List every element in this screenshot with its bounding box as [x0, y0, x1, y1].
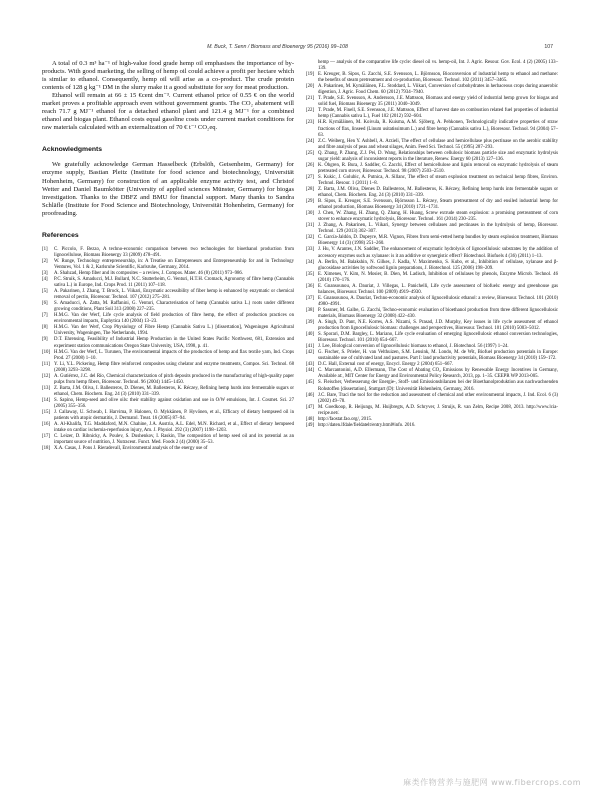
reference-number: [6]	[42, 301, 48, 307]
reference-number: [9]	[42, 337, 48, 343]
reference-number: [31]	[306, 223, 315, 229]
reference-item	[306, 308, 558, 320]
reference-item	[306, 199, 558, 211]
reference-number: [43]	[306, 362, 315, 368]
reference-text: A. Singh, D. Pant, N.E. Korres, A.S. Nizami, S. Prasad, J.D. Murphy, Key issues in life cycle assessment of ethanol production from lignocellulosic biomass: challenges and perspectives, Bioresour. Technol. 101 (2010) 5003–5012.	[318, 320, 558, 332]
reference-item	[306, 151, 558, 163]
reference-text: T. Prade, M. Finell, S.E. Svensson, J.E. Mattsson, Effect of harvest date on combustion related fuel properties of industrial hemp (Cannabis sativa L.), Fuel 102 (2012) 592–604.	[318, 108, 558, 120]
reference-item	[306, 423, 558, 429]
reference-number: [41]	[306, 344, 315, 350]
running-header	[42, 44, 553, 56]
reference-number: [21]	[306, 96, 315, 102]
reference-text: E. Gnansounou, A. Dauriat, J. Villegas, L. Panichelli, Life cycle assessment of biofuels: energy and greenhouse gas balances, Bioresour. Technol. 100 (2009) 4919–4930.	[318, 283, 558, 295]
reference-number: [28]	[306, 186, 315, 192]
reference-item	[306, 332, 558, 344]
reference-item	[306, 84, 558, 96]
reference-item	[306, 175, 558, 187]
reference-number: [36]	[306, 283, 315, 289]
reference-text: J. Callaway, U. Schwab, I. Harvima, P. Halonen, O. Mykkänen, P. Hyvönen, et al., Efficacy of dietary hempseed oil in patients with atopic dermatitis, J. Dermatol. Treat. 16 (2005) 87–94.	[54, 410, 294, 422]
reference-text: S. Kukic, J. Golubic, A. Putnica, A. Sillanc, The effect of steam explosion treatment on technical hemp fibres, Environ. Technol. Resour. 1 (2011) 1–8.	[318, 174, 558, 186]
reference-item	[306, 380, 558, 392]
reference-number: [35]	[306, 271, 315, 277]
reference-item	[306, 187, 558, 199]
reference-text: S. Amaducci, A. Zatta, M. Raffanini, G. Venturi, Characterisation of hemp (Cannabis sativa L.) roots under different growing conditions, Plant Soil 313 (2008) 227–235.	[54, 301, 294, 313]
reference-continuation-text: hemp — analysis of the comparative life cycle: diesel oil vs. hemp-oil, Int. J. Agric. Resour. Gov. Ecol. 4 (2) (2005) 133–139.	[318, 60, 558, 72]
conclusion-paragraph-2: Ethanol will remain at 66 ± 15 €cent dm⁻³. Current ethanol price of 0.55 € on the world market proves a profitable approach even without government grants. The CO₂ abatement will reach 71.7 g MJ⁻¹ ethanol for a detached ethanol plant and 121.4 g MJ⁻¹ for a combined ethanol and biogas plant. Ethanol costs equal gasoline costs under current market conditions for raw materials calculated with an externalization of 70 € t⁻¹ CO₂eq.	[42, 92, 294, 132]
reference-text: http://daten.lfdale/fieldatelt/entry.html#info. 2016.	[318, 422, 416, 428]
reference-text: G. Fischer, S. Prieler, H. van Velthuizen, S.M. Lensink, M. Londo, M. de Wit, Biofuel production potentials in Europe: sustainable use of cultivated land and pastures. Part I: land productivity potentials, Biomass Bioenergy 34 (2010) 159–172.	[318, 350, 558, 362]
reference-text: E. Kreuger, B. Sipos, G. Zacchi, S.E. Svensson, L. Björnsson, Bioconversion of industrial hemp to ethanol and methane: the benefits of steam pretreatment and co-production, Bioresour. Technol. 102 (2011) 3457–3465.	[318, 72, 558, 84]
reference-number: [13]	[42, 385, 51, 391]
reference-item	[42, 422, 294, 434]
left-column	[42, 60, 294, 452]
reference-item	[42, 398, 294, 410]
reference-text: C. Piccolo, F. Bezzo, A techno-economic comparison between two technologies for bioethanol production from lignocellulose, Biomass Bioenergy 33 (2009) 478–491.	[54, 246, 294, 258]
reference-number: [10]	[42, 349, 51, 355]
reference-text: A. Pakarinen, J. Zhang, T. Brock, L. Viikari, Enzymatic accessibility of fiber hemp is enhanced by enzymatic or chemical removal of pectin, Bioresour. Technol. 107 (2012) 275–281.	[54, 289, 294, 301]
reference-item	[42, 289, 294, 301]
references-heading: References	[42, 231, 79, 239]
reference-item	[306, 163, 558, 175]
reference-item	[42, 277, 294, 289]
reference-text: J. Hu, V. Arantes, J.N. Saddler, The enhancement of enzymatic hydrolysis of lignocellulosic substrates by the addition of accessory enzymes such as xylanase: is it an additive or synergistic effect? Biotechnol. Biofuels 4 (36) (2011) 1–13.	[318, 247, 558, 259]
reference-item	[42, 313, 294, 325]
reference-item	[306, 296, 558, 308]
reference-text: T. Prade, S.E. Svensson, A. Andersson, J.E. Mattsson, Biomass and energy yield of industrial hemp grown for biogas and solid fuel, Biomass Bioenergy 35 (2011) 3040–3049.	[318, 96, 558, 108]
reference-item	[306, 272, 558, 284]
reference-item	[306, 223, 558, 235]
reference-number: [8]	[42, 325, 48, 331]
reference-text: S. Sapino, Hemp-seed and olive oils: their stability against oxidation and use in O/W emulsions, Int. J. Cosmet. Sci. 27 (2005) 355–356.	[54, 397, 294, 409]
reference-text: H.M.G. Van der Werf, Crop Physiology of Fibre Hemp (Cannabis Sativa L.) [dissertation], Wageningen Agricultural University, Wageningen, The Netherlands, 1994.	[54, 325, 294, 337]
acknowledgments-text: We gratefully acknowledge German Hasselbeck (Erbslöh, Geisenheim, Germany) for enzyme supply, Bastian Pleitz (Institute for food science and biotechnology, Universität Hohenheim, Germany) for construction of an applicable enzyme activity test, and Christof Wetter and Daniel Baumkötter (University of applied sciences Münster, Germany) for biogas investigation. Thanks to the DBFZ and BMU for financial support. Many thanks to Sandra Schläfle (Institute for Food Science and Biotechnology, Universität Hohenheim, Germany) for proofreading.	[42, 161, 294, 217]
reference-number: [26]	[306, 162, 315, 168]
reference-item	[306, 120, 558, 138]
reference-item	[306, 350, 558, 362]
reference-number: [22]	[306, 108, 315, 114]
reference-item	[42, 259, 294, 271]
reference-text: X.A. Casas, J. Pons J. Rieradevall, Environmental analysis of the energy use of	[54, 446, 208, 452]
reference-text: Y. Li, Y.L. Pickering, Hemp fibre reinforced composites using chelator and enzyme treatments, Compos. Sci. Technol. 68 (2008) 3293–3298.	[54, 361, 294, 373]
reference-text: P.C. Struik, S. Amaducci, M.J. Bullard, N.C. Stutterheim, G. Venturi, H.T.H. Cromack, Agronomy of fibre hemp (Cannabis sativa L.) in Europe, Ind. Crops Prod. 11 (2011) 107–118.	[54, 276, 294, 289]
reference-number: [37]	[306, 295, 315, 301]
reference-number: [24]	[306, 138, 315, 144]
reference-item	[306, 139, 558, 151]
reference-number: [32]	[306, 235, 315, 241]
reference-item	[42, 374, 294, 386]
reference-text: W. Runge, Technology entrepreneurship, in: A Treatise on Entrepreneurs and Entrepreneurship for and in Technology Ventures, Vol. 1 & 2, Karlsruhe Scientific, Karlsruhe, Germany, 2014.	[54, 258, 294, 270]
right-column	[306, 60, 558, 429]
reference-item	[42, 446, 294, 452]
reference-item	[42, 386, 294, 398]
reference-item	[306, 96, 558, 108]
reference-text: M. Goedkoop, R. Heijungs, M. Huijbregts, A.D. Schryver, J. Struijs, R. van Zelm, Recipe 2008, 2013. http://www.lcia-recipe.net/.	[318, 404, 558, 416]
reference-text: A. Berlin, M. Balakshin, N. Gilkes, J. Kadla, V. Maximenko, S. Kubo, et al., Inhibition of cellulase, xylanase and β-glucosidase activities by softwood lignin preparations, J. Biotechnol. 125 (2006) 198–209.	[318, 259, 558, 271]
reference-list-right	[306, 60, 558, 429]
reference-number: [3]	[42, 270, 48, 276]
reference-item	[42, 325, 294, 337]
reference-number: [16]	[42, 422, 51, 428]
reference-item	[42, 410, 294, 422]
reference-text: C. García-Jaldón, D. Dupeyre, M.R. Vignon, Fibres from semi-retted hemp bundles by steam explosion treatment, Biomass Bioenergy 14 (3) (1998) 251–260.	[318, 235, 558, 247]
reference-text: H.R. Kymäläinen, M. Koivula, R. Kuisma, A.M. Sjöberg, A. Pehkonen, Technologically indicative properties of straw fractions of flax, linseed (Linum usitatissimum L.) and fibre hemp (Cannabis sativa L.), Bioresour. Technol. 94 (2004) 57–63.	[318, 120, 558, 138]
reference-list-left	[42, 247, 294, 453]
reference-text: S. Sporari, D.M. Bargley, L. Mariano, Life cycle evaluation of emerging lignocellulosic ethanol conversion technologies, Bioresour. Technol. 101 (2010) 654–667.	[318, 332, 558, 344]
reference-text: D.C. Hall, External cost of energy, Encycl. Energy 2 (2004) 651–667.	[318, 362, 454, 368]
reference-number: [30]	[306, 211, 315, 217]
reference-number: [46]	[306, 392, 315, 398]
reference-number: [42]	[306, 350, 315, 356]
reference-text: http://faostat.fao.org/, 2015.	[318, 416, 373, 422]
reference-text: B. Sipos, E. Kreuger, S.E. Svensson, Björnsson L. Réczey, Steam pretreatment of dry and ensiled industrial hemp for ethanol production, Biomass Bioenergy 34 (2010) 1721–1731.	[318, 199, 558, 211]
reference-item	[306, 368, 558, 380]
reference-number: [49]	[306, 422, 315, 428]
reference-number: [33]	[306, 247, 315, 253]
reference-number: [17]	[42, 434, 51, 440]
reference-text: P. Sassner, M. Galbe, G. Zacchi, Techno-economic evaluation of bioethanol production from three different lignocellulosic materials, Biomass Bioenergy 32 (2008) 422–430.	[318, 307, 558, 319]
reference-item	[306, 284, 558, 296]
reference-item	[306, 320, 558, 332]
conclusion-paragraph-1: A total of 0.3 m³ ha⁻¹ of high-value food grade hemp oil emphasises the importance of by-products. With good marketing, the selling of hemp oil could achieve a profit per hectare which is similar to ethanol. Consequently, hemp oil will arise as a co-product. The crude protein contents of 128 g kg⁻¹ DM in the slurry make it a good substitute for soy for meat production.	[42, 60, 294, 92]
reference-text: A. Gutiérrez, J.C. del Río, Chemical characterization of pitch deposits produced in the manufacturing of high-quality paper pulps from hemp fibers, Bioresour. Technol. 96 (2004) 1445–1450.	[54, 373, 294, 385]
reference-number: [18]	[42, 446, 51, 452]
reference-number: [12]	[42, 373, 51, 379]
reference-text: J. Lee, Biological conversion of lignocellulosic biomass to ethanol, J. Biotechnol. 56 (1997) 1–24.	[318, 344, 509, 350]
reference-number: [19]	[306, 72, 315, 78]
reference-number: [5]	[42, 289, 48, 295]
reference-text: H.M.G. Van der Werf, L. Turunen, The environmental impacts of the production of hemp and flax textile yarn, Ind. Crops Prod. 27 (2008) 1–10.	[54, 349, 294, 361]
reference-number: [7]	[42, 313, 48, 319]
reference-item	[306, 211, 558, 223]
reference-item	[306, 247, 558, 259]
reference-text: E. Ximenes, Y. Kim, N. Mosier, B. Dien, M. Ladisch, Inhibition of cellulases by phenols, Enzyme Microb. Technol. 46 (2010) 170–176.	[318, 271, 558, 283]
reference-item	[306, 393, 558, 405]
reference-text: E. Gnansounou, A. Dauriat, Techno-economic analysis of lignocellulosic ethanol: a review, Bioresour. Technol. 101 (2010) 4980–4991.	[318, 295, 558, 307]
reference-text: D.T. Ehrensing, Feasibility of Industrial Hemp Production in the United States Pacific Northwest, 681, Extension and experiment station communications Oregon State University, USA, 1998, p. 41.	[54, 337, 294, 349]
reference-item	[42, 247, 294, 259]
reference-number: [40]	[306, 332, 315, 338]
reference-number: [2]	[42, 258, 48, 264]
site-watermark: 麻类作物营养与施肥网 www.fibercrops.com	[403, 778, 581, 787]
reference-number: [34]	[306, 259, 315, 265]
reference-text: C. Leizer, D. Ribnicky, A. Poulev, S. Dushenkov, I. Raskin, The composition of hemp seed oil and its potential as an important source of nutrition, J. Nutraceut. Funct. Med. Foods 2 (4) (2000) 35–53.	[54, 434, 294, 446]
reference-number: [15]	[42, 410, 51, 416]
reference-text: A. Al-Khalifa, T.G. Maddaford, M.N. Chahine, J.A. Austria, A.L. Edel, M.N. Richard, et al., Effect of dietary hempseed intake on cardiac ischemia-reperfusion injury, Am. J. Physiol. 292 (3) (2007) 1198–1203.	[54, 422, 294, 434]
reference-text: H.M.G. Van der Werf, Life cycle analysis of field production of fibre hemp, the effect of production practices on environmental impacts, Euphytica 140 (2004) 13–23.	[54, 313, 294, 325]
reference-text: J.C. Bare, Traci the tool for the reduction and assessment of chemical and other environmental impacts, J. Ind. Ecol. 6 (3) (2002) 49–78.	[318, 392, 558, 404]
reference-item	[42, 350, 294, 362]
reference-number: [47]	[306, 404, 315, 410]
reference-number: [25]	[306, 150, 315, 156]
reference-number: [38]	[306, 307, 315, 313]
reference-item	[306, 72, 558, 84]
journal-citation-line: M. Buck, T. Senn / Biomass and Bioenergy 95 (2016) 99–108	[207, 44, 348, 50]
reference-number: [27]	[306, 174, 315, 180]
reference-number: [23]	[306, 120, 315, 126]
reference-item	[306, 108, 558, 120]
reference-text: K. Öhgren, R. Bura, J. Saddler, G. Zacchi, Effect of hemicellulose and lignin removal on enzymatic hydrolysis of steam pretreated corn stover, Bioresour. Technol. 98 (2007) 2503–2510.	[318, 162, 558, 174]
reference-continuation	[306, 60, 558, 72]
reference-number: [11]	[42, 361, 50, 367]
reference-number: [1]	[42, 246, 48, 252]
reference-number: [48]	[306, 416, 315, 422]
acknowledgments-heading: Acknowledgments	[42, 146, 103, 154]
reference-text: C. Marcantonini, A.D. Ellermann, The Cost of Abating CO₂ Emissions by Renewable Energy Incentives in Germany, Available at:, MIT Center for Energy and Environmental Policy Research, 2013, pp. 1–35. CEEPR WP 2013-005.	[318, 368, 558, 380]
reference-number: [20]	[306, 84, 315, 90]
reference-item	[306, 235, 558, 247]
reference-item	[42, 301, 294, 313]
reference-text: S. Fleischer, Verbesserung der Energie-, Stoff- und Emissionsbilanzen bei der Bioethanolproduktion aus nachwachsenden Rohstoffen [dissertation], Stuttgart (D): Universität Hohenheim, Germany, 2016.	[318, 380, 558, 392]
reference-item	[42, 362, 294, 374]
reference-item	[42, 337, 294, 349]
reference-number: [39]	[306, 320, 315, 326]
page-number: 107	[544, 44, 553, 50]
reference-text: Z. Barta, J.M. Oliva, I. Ballesteros, D. Dienes, M. Ballesteros, K. Réczey, Refining hemp hurds into fermentable sugars or ethanol, Chem. Biochem. Eng. 24 (3) (2010) 331–339.	[54, 385, 294, 397]
reference-number: [29]	[306, 199, 315, 205]
reference-number: [14]	[42, 397, 51, 403]
reference-item	[306, 405, 558, 417]
reference-text: Z.C. Weiberg, Hen Y. Ashbell, A. Arzieli, The effect of cellulase and hemicellulase plus pectinase on the aerobic stability and fibre analysis of peas and wheat silages, Anim. Feed Sci. Technol. 55 (1995) 287–293.	[318, 138, 558, 150]
reference-text: Z. Barta, J.M. Oliva, Dienes D. Ballesteros, M. Ballesteros, K. Réczey, Refining hemp hurds into fermentable sugars or ethanol, Chem. Biochem. Eng. 24 (3) (2010) 331–339.	[318, 186, 558, 199]
reference-number: [45]	[306, 380, 315, 386]
reference-text: A. Pakarinen, M. Kymäläinen, F.L. Stoddard, L. Viikari, Conversion of carbohydrates in herbaceous crops during anaerobic digestion, J. Agric. Food Chem. 60 (2012) 7934–7940.	[318, 84, 559, 96]
reference-item	[306, 260, 558, 272]
reference-text: Q. Zhang, P. Zhang, Z.J. Pei, D. Wang, Relationships between cellulosic biomass particle size and enzymatic hydrolysis sugar yield: analysis of inconsistent reports in the literature, Renew. Energy 60 (2013) 127–136.	[318, 150, 558, 162]
reference-item	[42, 434, 294, 446]
reference-text: A. Shahzad, Hemp fiber and its composites – a review, J. Compos. Mater. 46 (8) (2011) 973–986.	[54, 270, 244, 276]
reference-text: J. Zhang, A. Pakarinen, L. Viikari, Synergy between cellulases and pectinases in the hydrolysis of hemp, Bioresour. Technol. 129 (2013) 302–307.	[318, 223, 558, 235]
reference-number: [44]	[306, 368, 315, 374]
reference-number: [4]	[42, 276, 48, 282]
reference-text: J. Chen, W. Zhang, H. Zhang, Q. Zhang, H. Huang, Screw extrude steam explosion: a promising pretreatment of corn stover to enhance enzymatic hydrolysis, Bioresour. Technol. 161 (2014) 230–235.	[318, 211, 558, 223]
